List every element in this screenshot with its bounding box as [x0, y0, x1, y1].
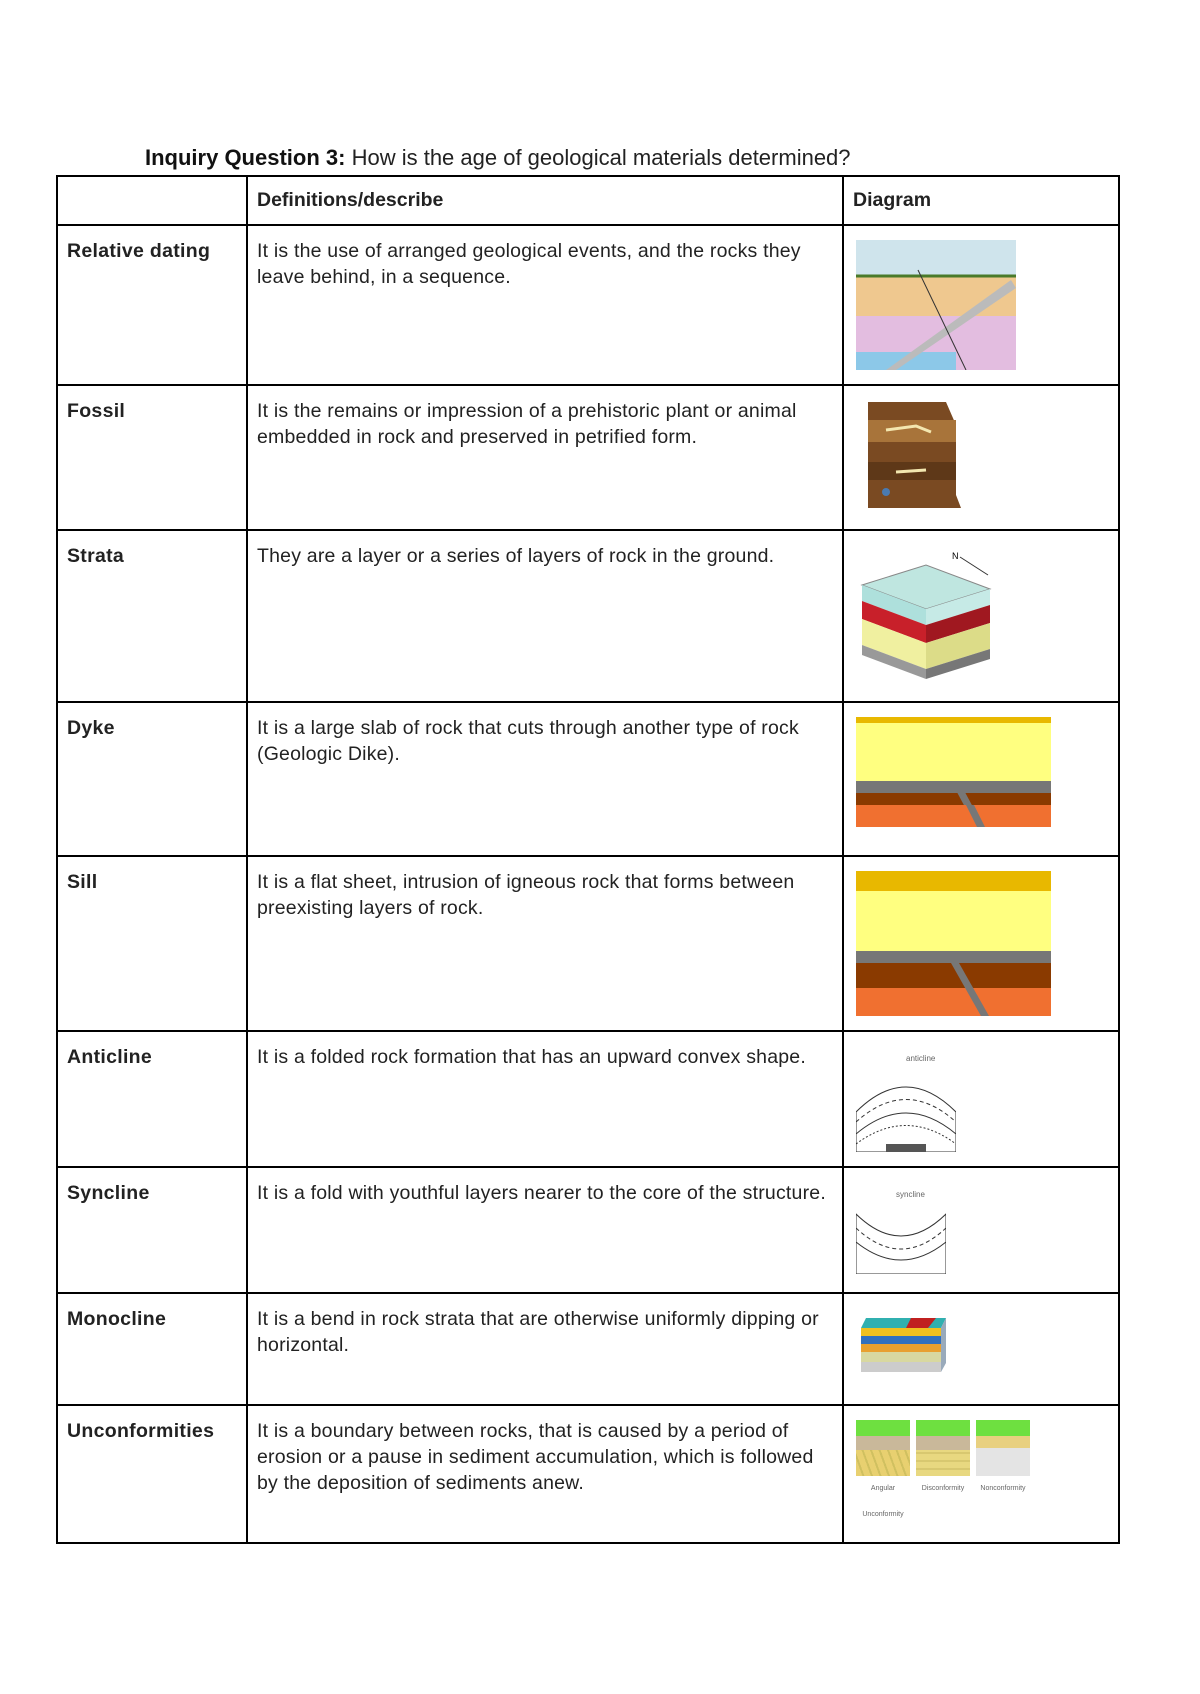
definition: It is the remains or impression of a prehistoric plant or animal embedded in rock and preserved in petrified form.	[247, 385, 843, 530]
label: Nonconformity	[980, 1485, 1026, 1492]
syncline-label: syncline	[896, 1190, 925, 1199]
table-row	[57, 856, 1119, 1031]
term: Dyke	[57, 702, 247, 856]
relative-dating-diagram	[843, 225, 1119, 385]
table-row	[57, 225, 1119, 385]
geology-table	[56, 175, 1120, 1544]
fossil-diagram	[843, 385, 1119, 530]
angular-unconformity	[856, 1420, 910, 1528]
table-row	[57, 385, 1119, 530]
header-term	[57, 176, 247, 225]
table-row	[57, 1405, 1119, 1543]
header-diagram: Diagram	[843, 176, 1119, 225]
dyke-diagram	[843, 702, 1119, 856]
title-label: Inquiry Question 3:	[145, 145, 346, 170]
strata-diagram	[843, 530, 1119, 702]
definition: It is the use of arranged geological events, and the rocks they leave behind, in a sequence.	[247, 225, 843, 385]
disconformity	[916, 1420, 970, 1528]
label: Angular Unconformity	[862, 1485, 904, 1518]
definition: It is a boundary between rocks, that is caused by a period of erosion or a pause in sediment accumulation, which is followed by the deposition of sediments anew.	[247, 1405, 843, 1543]
anticline-diagram	[843, 1031, 1119, 1167]
definition: It is a folded rock formation that has an upward convex shape.	[247, 1031, 843, 1167]
header-definition: Definitions/describe	[247, 176, 843, 225]
definition: They are a layer or a series of layers of rock in the ground.	[247, 530, 843, 702]
term: Relative dating	[57, 225, 247, 385]
term: Unconformities	[57, 1405, 247, 1543]
table-row	[57, 530, 1119, 702]
table-row	[57, 702, 1119, 856]
term: Strata	[57, 530, 247, 702]
term: Sill	[57, 856, 247, 1031]
definition: It is a large slab of rock that cuts through another type of rock (Geologic Dike).	[247, 702, 843, 856]
anticline-label: anticline	[906, 1054, 936, 1063]
term: Syncline	[57, 1167, 247, 1293]
title-question: How is the age of geological materials determined?	[345, 145, 851, 170]
table-row	[57, 1167, 1119, 1293]
table-row	[57, 1293, 1119, 1405]
unconformities-diagram	[843, 1405, 1119, 1543]
term: Monocline	[57, 1293, 247, 1405]
table-row	[57, 1031, 1119, 1167]
sill-diagram	[843, 856, 1119, 1031]
nonconformity	[976, 1420, 1030, 1528]
monocline-diagram	[843, 1293, 1119, 1405]
term: Anticline	[57, 1031, 247, 1167]
page-title	[145, 145, 851, 171]
definition: It is a bend in rock strata that are otherwise uniformly dipping or horizontal.	[247, 1293, 843, 1405]
label: Disconformity	[921, 1485, 965, 1492]
definition: It is a flat sheet, intrusion of igneous rock that forms between preexisting layers of rock.	[247, 856, 843, 1031]
term: Fossil	[57, 385, 247, 530]
table-header-row	[57, 176, 1119, 225]
svg-text:N: N	[952, 551, 959, 561]
syncline-diagram	[843, 1167, 1119, 1293]
definition: It is a fold with youthful layers nearer to the core of the structure.	[247, 1167, 843, 1293]
